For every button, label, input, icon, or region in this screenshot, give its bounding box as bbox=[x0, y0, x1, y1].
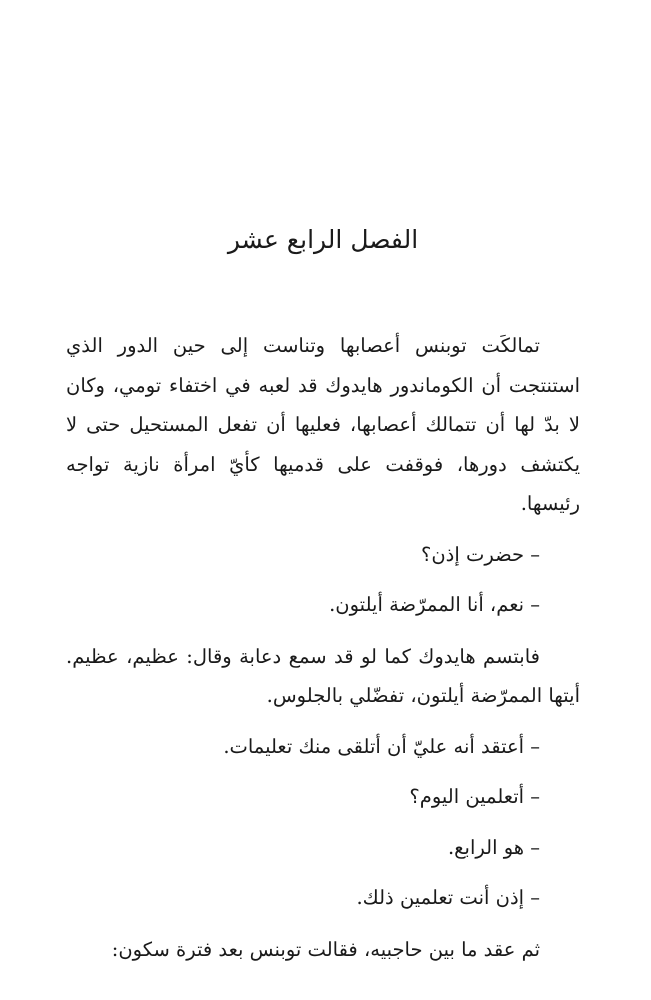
dialog-line: – إذن أنت تعلمين ذلك. bbox=[356, 886, 540, 909]
dialog-line: – حضرت إذن؟ bbox=[421, 542, 540, 566]
paragraph-opening: تمالكَت توبنس أعصابها وتناست إلى حين الدور الذي استنتجت أن الكوماندور هايدوك قد لعبه في اختفاء تومي، وكان لا بدّ لها أن تتمالك أعصابها، فعليها أن تفعل المستحيل حتى لا يكتشف دورها، فوقفت على قدميها كأيّ امرأة نازية تواجه رئيسها. bbox=[66, 334, 580, 515]
dialog-line: – أتعلمين اليوم؟ bbox=[409, 785, 540, 808]
chapter-title: الفصل الرابع عشر bbox=[227, 225, 419, 254]
dialog-line: – هو الرابع. bbox=[447, 835, 540, 859]
dialog-line: – نعم، أنا الممرّضة أيلتون. bbox=[329, 593, 540, 616]
dialog-line: – أعتقد أنه عليّ أن أتلقى منك تعليمات. bbox=[223, 734, 540, 758]
paragraph-haydock-smiles: فابتسم هايدوك كما لو قد سمع دعابة وقال: عظيم، عظيم. أيتها الممرّضة أيلتون، تفضّلي بالجلوس. bbox=[66, 644, 580, 707]
paragraph-closing: ثم عقد ما بين حاجبيه، فقالت توبنس بعد فترة سكون: bbox=[111, 937, 540, 961]
book-page bbox=[66, 0, 580, 1000]
chapter-body bbox=[66, 326, 580, 969]
